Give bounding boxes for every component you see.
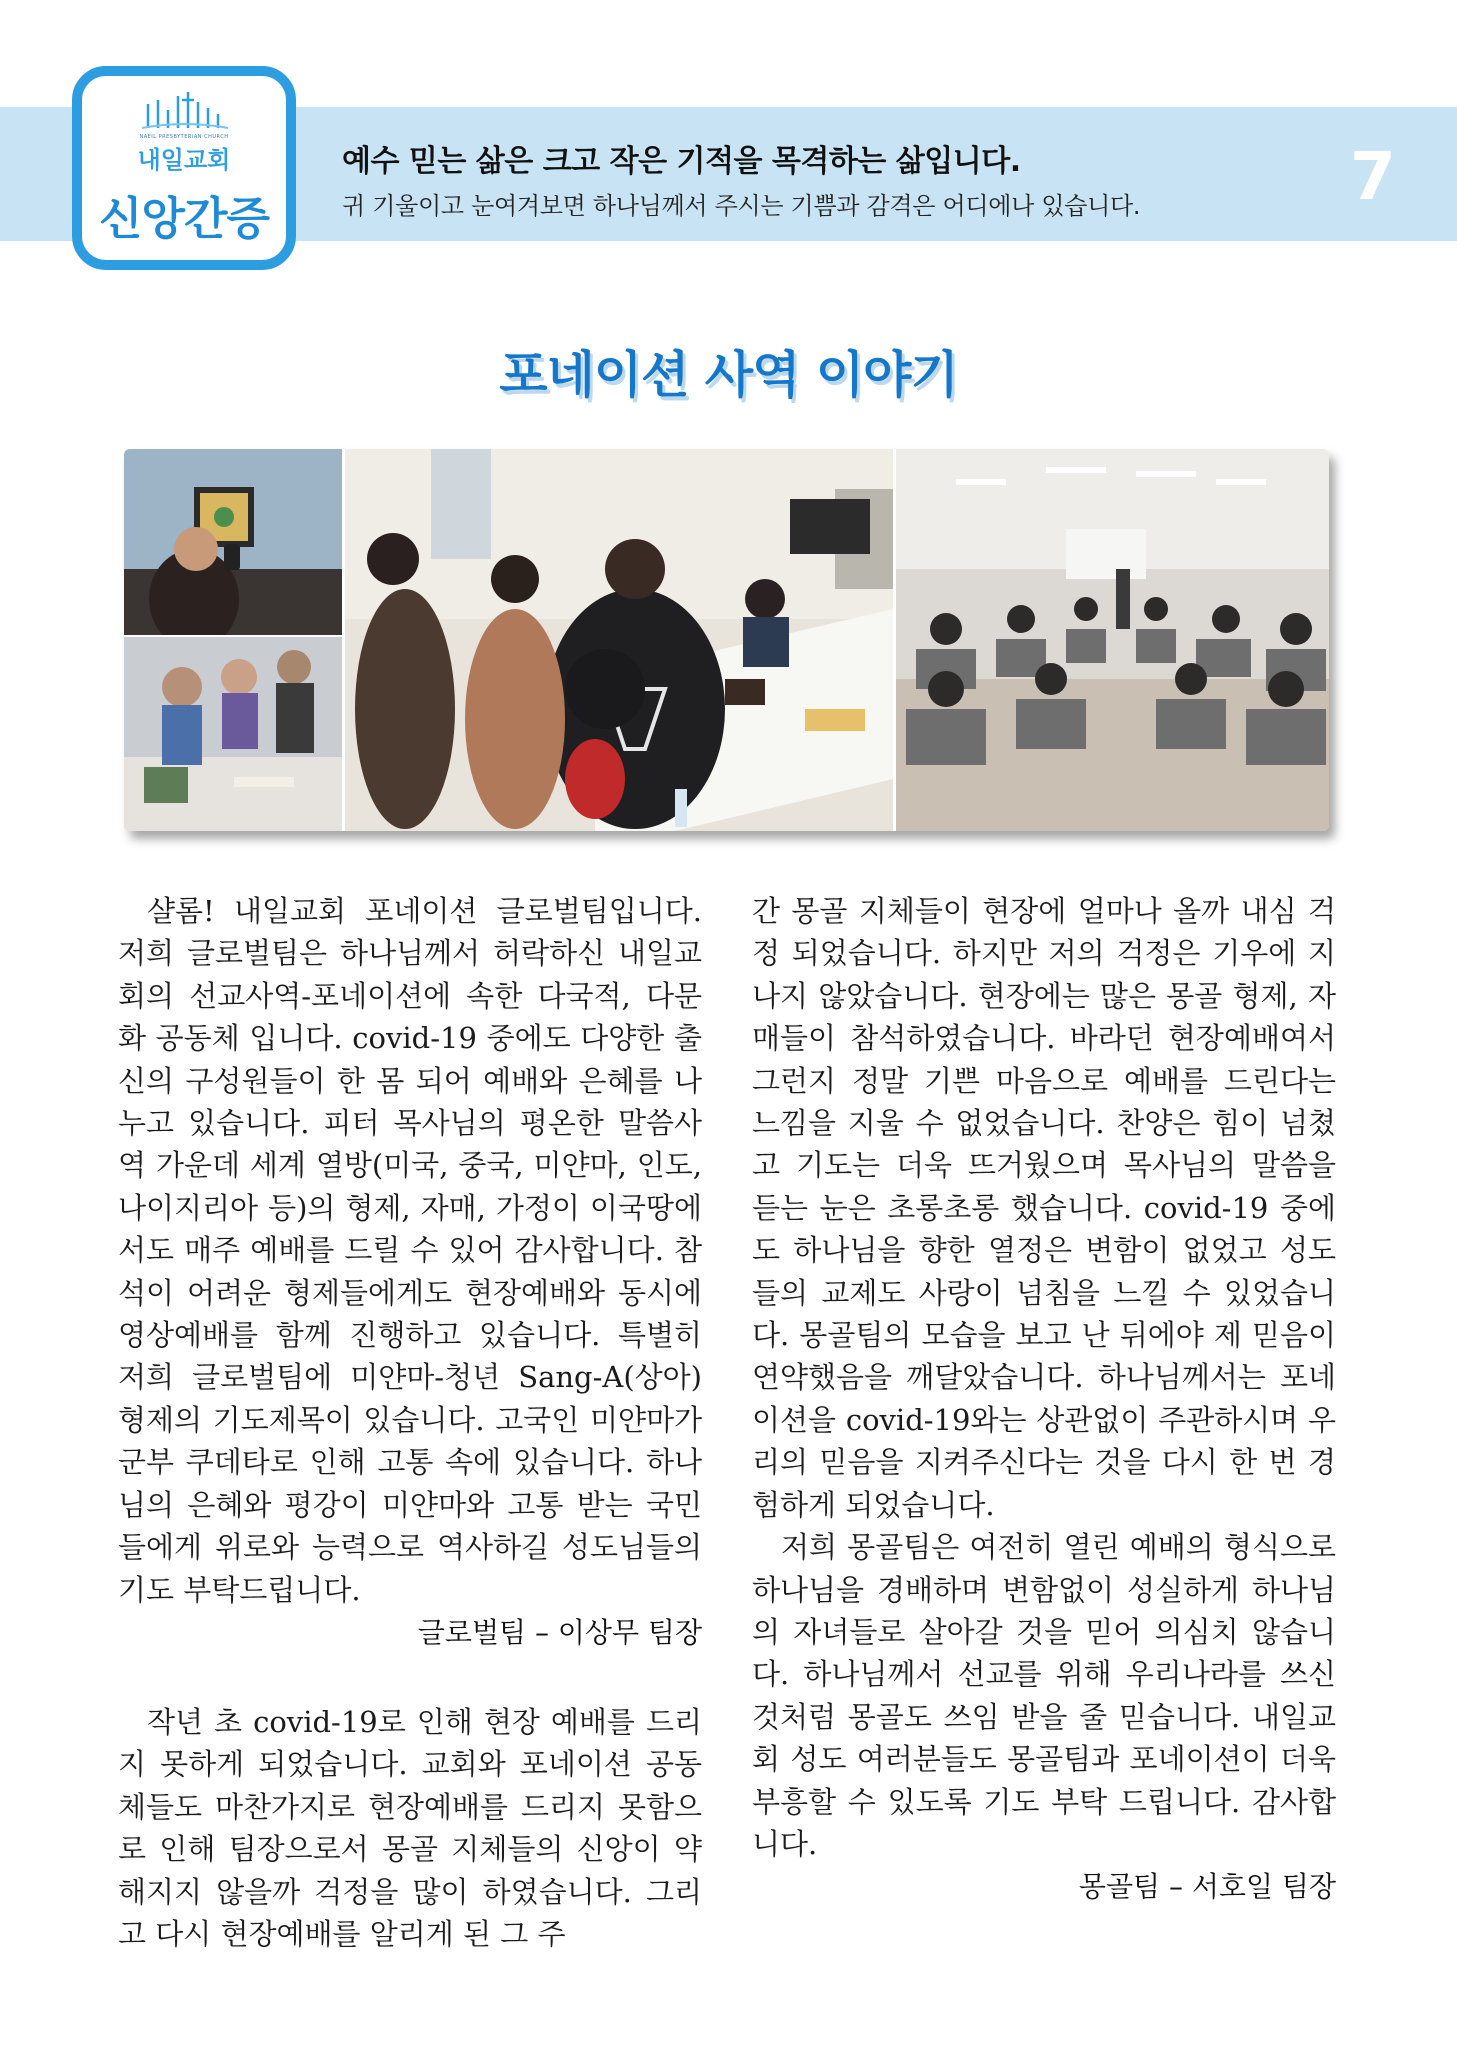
logo-small-text: NAEIL PRESBYTERIAN CHURCH bbox=[139, 134, 229, 140]
article-title: 포네이션 사역 이야기 bbox=[499, 346, 958, 404]
photo-worship-hall bbox=[896, 449, 1329, 831]
church-skyline-icon bbox=[140, 90, 230, 130]
paragraph-spacer bbox=[118, 1655, 702, 1701]
photo-group-meeting bbox=[345, 449, 893, 831]
page-number: 7 bbox=[1350, 138, 1396, 215]
photo-collage bbox=[124, 449, 1329, 831]
mongol-team-paragraph-continued: 간 몽골 지체들이 현장에 얼마나 올까 내심 걱정 되었습니다. 하지만 저의 걱정은 기우에 지나지 않았습니다. 현장에는 많은 몽골 형제, 자매들이 참석하였습니다. 바라던 현장예배여서 그런지 정말 기쁜 마음으로 예배를 드린다는 느낌을 지울 수 없었습니다. 찬양은 힘이 넘쳤고 기도는 더욱 뜨거웠으며 목사님의 말씀을 듣는 눈은 초롱초롱 했습니다. covid-19 중에도 하나님을 향한 열정은 변함이 없었고 성도들의 교제도 사랑이 넘침을 느낄 수 있었습니다. 몽골팀의 모습을 보고 난 뒤에야 제 믿음이 연약했음을 깨달았습니다. 하나님께서는 포네이션을 covid-19와는 상관없이 주관하시며 우리의 믿음을 지켜주신다는 것을 다시 한 번 경험하게 되었습니다. bbox=[752, 894, 1336, 1522]
mongol-team-signature: 몽골팀 – 서호일 팀장 bbox=[1078, 1870, 1336, 1904]
right-column bbox=[752, 890, 1336, 1909]
church-name: 내일교회 bbox=[137, 146, 231, 174]
header-tagline: 예수 믿는 삶은 크고 작은 기적을 목격하는 삶입니다. bbox=[342, 144, 1021, 179]
header-subline: 귀 기울이고 눈여겨보면 하나님께서 주시는 기쁨과 감격은 어디에나 있습니다. bbox=[342, 192, 1141, 220]
section-logo bbox=[72, 66, 296, 270]
photo-speaker bbox=[124, 449, 342, 635]
mongol-team-paragraph: 작년 초 covid-19로 인해 현장 예배를 드리지 못하게 되었습니다. 교회와 포네이션 공동체들도 마찬가지로 현장예배를 드리지 못함으로 인해 팀장으로서 몽골 지체들의 신앙이 약해지지 않을까 걱정을 많이 하였습니다. 그리고 다시 현장예배를 알리게 된 그 주 bbox=[118, 1704, 702, 1951]
section-label: 신앙간증 bbox=[99, 192, 269, 245]
left-column bbox=[118, 890, 702, 1955]
photo-kids-crafts bbox=[124, 637, 342, 831]
mongol-team-closing-paragraph: 저희 몽골팀은 여전히 열린 예배의 형식으로 하나님을 경배하며 변함없이 성실하게 하나님의 자녀들로 살아갈 것을 믿어 의심치 않습니다. 하나님께서 선교를 위해 우리나라를 쓰신 것처럼 몽골도 쓰임 받을 줄 믿습니다. 내일교회 성도 여러분들도 몽골팀과 포네이션이 더욱 부흥할 수 있도록 기도 부탁 드립니다. 감사합니다. bbox=[752, 1530, 1336, 1861]
global-team-paragraph: 샬롬! 내일교회 포네이션 글로벌팀입니다. 저희 글로벌팀은 하나님께서 허락하신 내일교회의 선교사역-포네이션에 속한 다국적, 다문화 공동체 입니다. covid-19 중에도 다양한 출신의 구성원들이 한 몸 되어 예배와 은혜를 나누고 있습니다. 피터 목사님의 평온한 말씀사역 가운데 세계 열방(미국, 중국, 미얀마, 인도, 나이지리아 등)의 형제, 자매, 가정이 이국땅에서도 매주 예배를 드릴 수 있어 감사합니다. 참석이 어려운 형제들에게도 현장예배와 동시에 영상예배를 함께 진행하고 있습니다. 특별히 저희 글로벌팀에 미얀마-청년 Sang-A(상아) 형제의 기도제목이 있습니다. 고국인 미얀마가 군부 쿠데타로 인해 고통 속에 있습니다. 하나님의 은혜와 평강이 미얀마와 고통 받는 국민들에게 위로와 능력으로 역사하길 성도님들의 기도 부탁드립니다. bbox=[118, 894, 702, 1607]
global-team-signature: 글로벌팀 – 이상무 팀장 bbox=[417, 1615, 702, 1649]
